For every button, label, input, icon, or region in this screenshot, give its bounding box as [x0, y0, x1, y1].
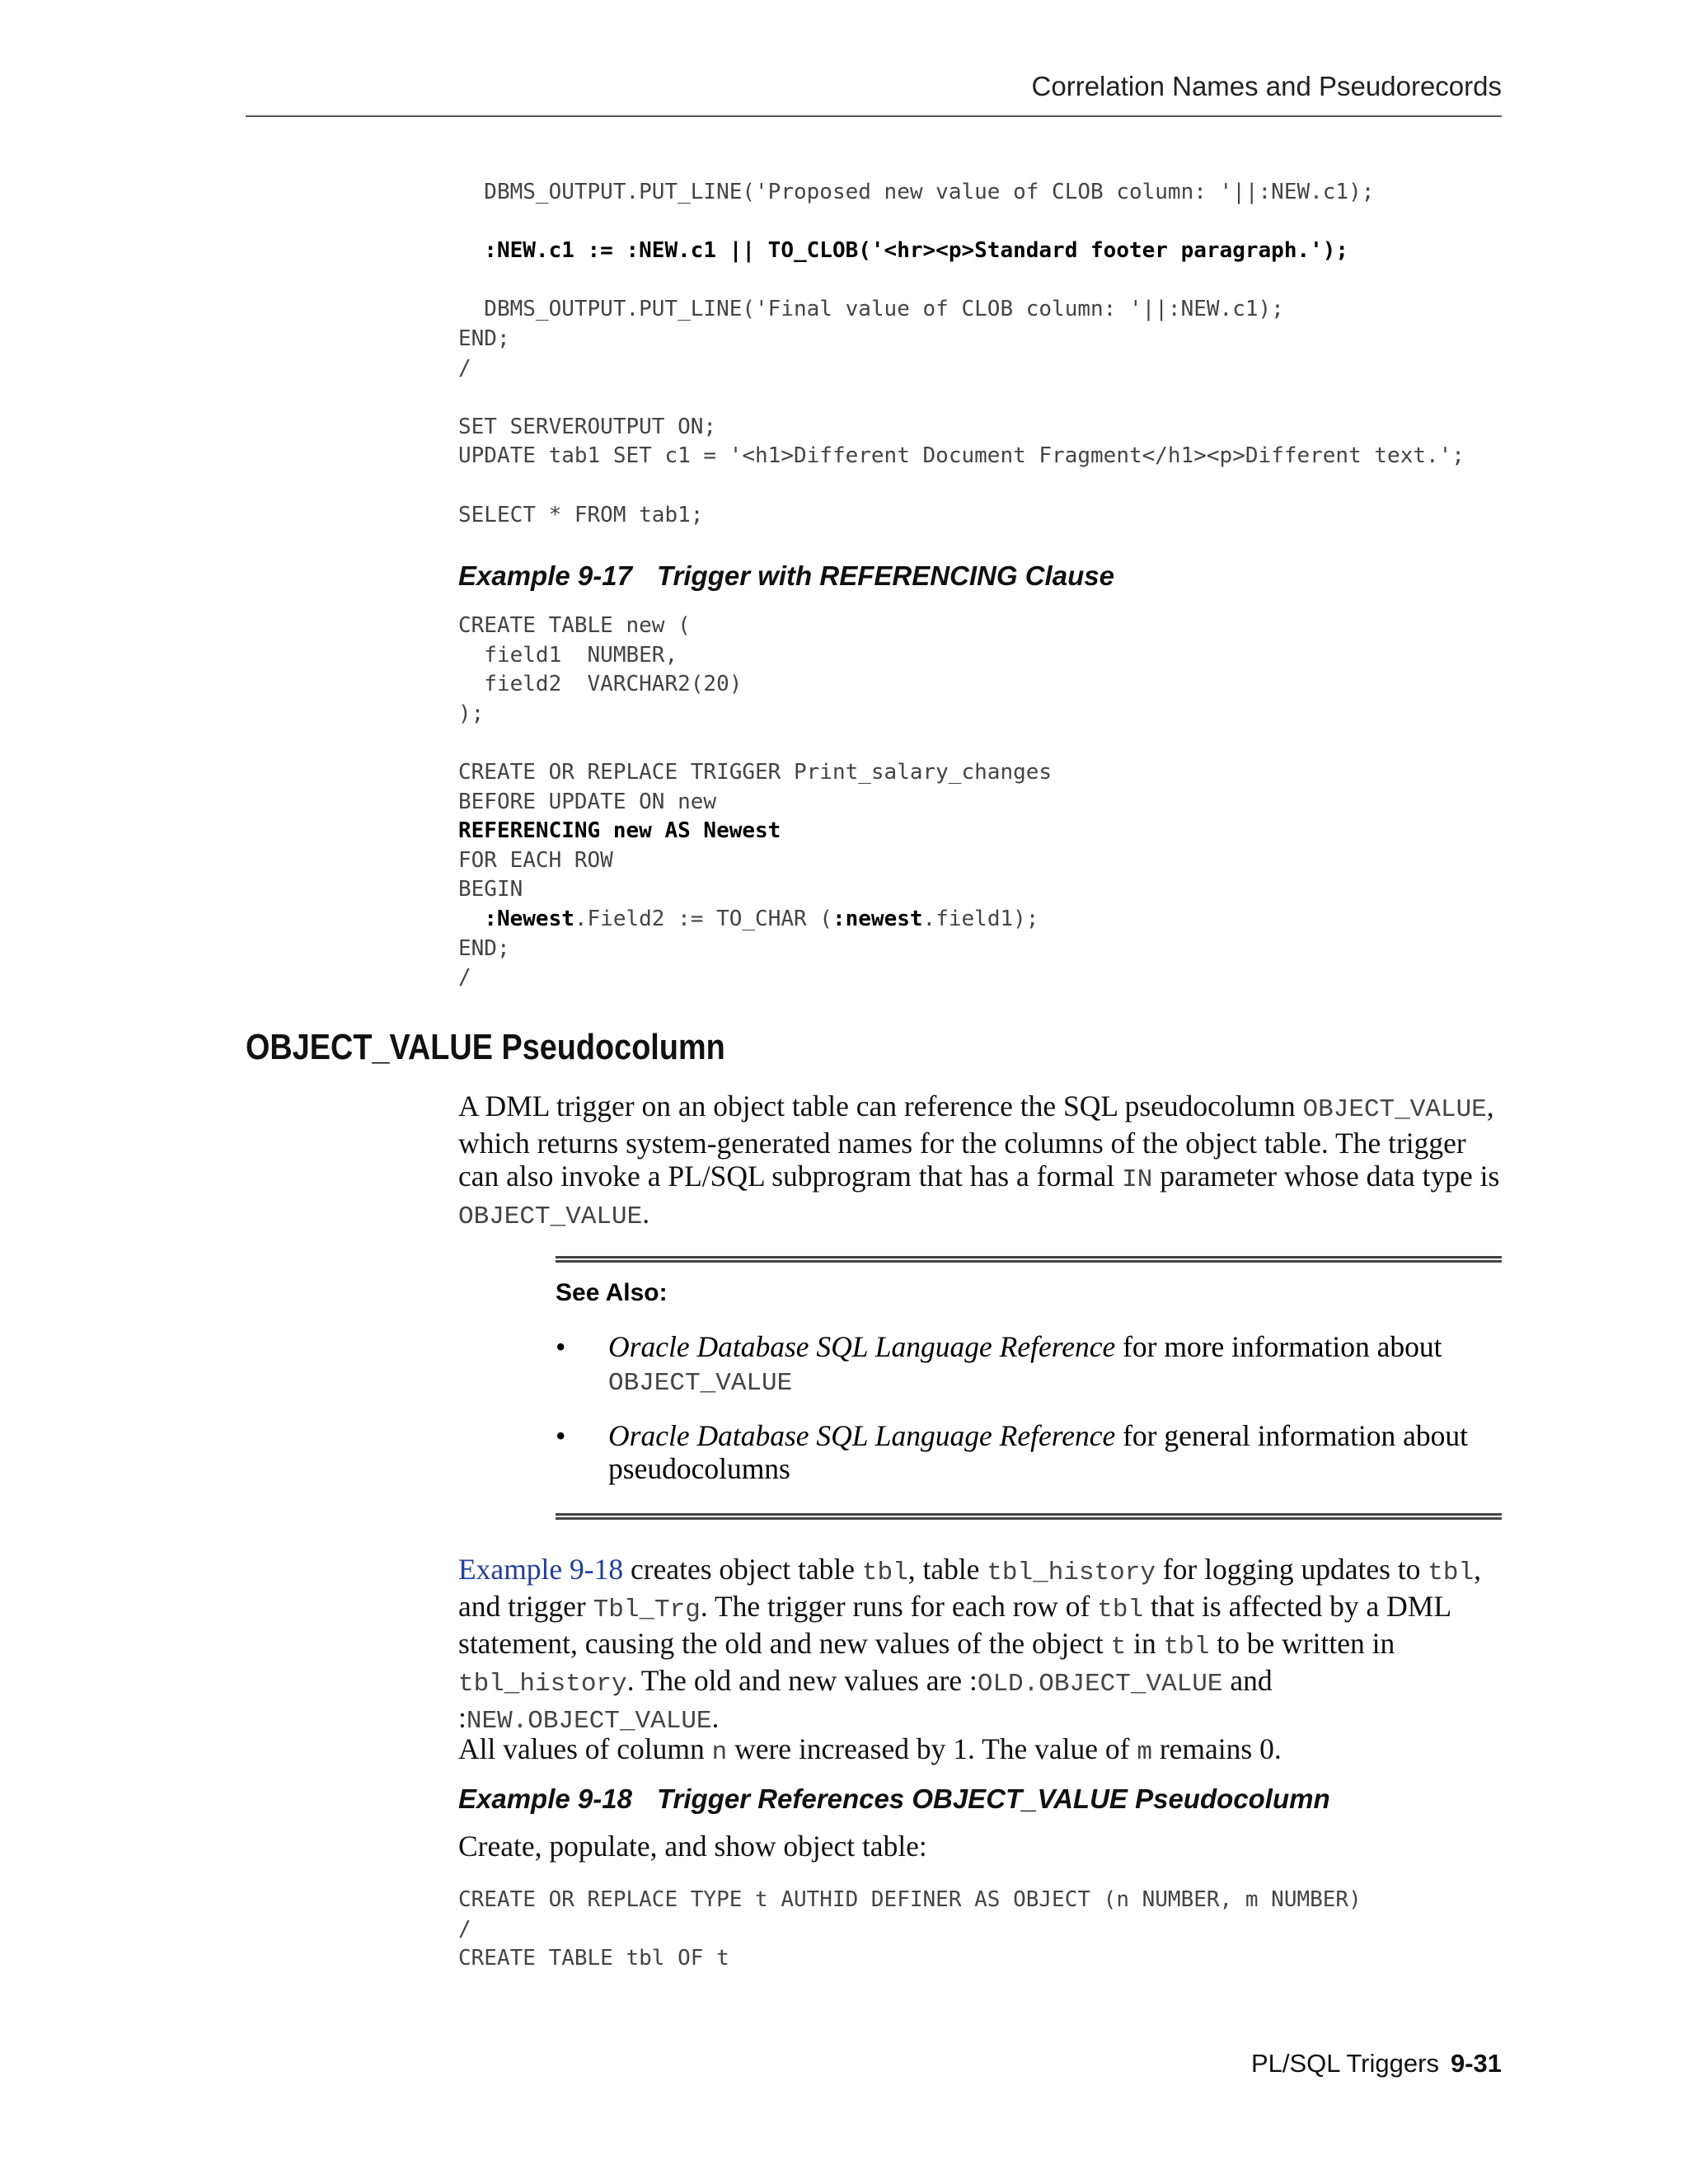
- page-number: 9-31: [1450, 2049, 1502, 2078]
- section-heading: OBJECT_VALUE Pseudocolumn: [246, 1027, 725, 1067]
- code-fragment: .field1);: [922, 906, 1039, 931]
- text: for logging updates to: [1155, 1553, 1428, 1586]
- code-block-clob-trigger: [458, 178, 1465, 530]
- inline-code: tbl_history: [987, 1558, 1156, 1587]
- inline-code: t: [1110, 1633, 1127, 1661]
- values-paragraph: [458, 1732, 1505, 1769]
- code-line: CREATE TABLE new (: [458, 613, 691, 638]
- text: creates object table: [623, 1553, 862, 1586]
- code-line: SET SERVEROUTPUT ON;: [458, 414, 717, 439]
- inline-code: OBJECT_VALUE: [458, 1202, 643, 1231]
- code-bold-newest-lower: :newest: [832, 906, 923, 931]
- inline-code: Tbl_Trg: [593, 1596, 701, 1624]
- inline-code: NEW.OBJECT_VALUE: [466, 1707, 712, 1736]
- code-fragment: .Field2 := TO_CHAR (: [574, 906, 832, 931]
- example-caption: Trigger with REFERENCING Clause: [656, 560, 1114, 591]
- inline-code: IN: [1122, 1165, 1153, 1194]
- code-line: UPDATE tab1 SET c1 = '<h1>Different Document Fragment</h1><p>Different text.';: [458, 443, 1465, 469]
- header-rule: [246, 115, 1502, 117]
- code-block-object-table: [458, 1886, 1362, 1974]
- code-line: /: [458, 355, 471, 381]
- code-line-bold: :NEW.c1 := :NEW.c1 || TO_CLOB('<hr><p>Standard footer paragraph.');: [458, 238, 1349, 264]
- code-line: /: [458, 1916, 471, 1942]
- code-line: CREATE TABLE tbl OF t: [458, 1946, 729, 1971]
- code-line: BEGIN: [458, 877, 523, 902]
- text: .: [711, 1701, 720, 1734]
- page-footer: [1251, 2049, 1502, 2079]
- code-line: );: [458, 701, 485, 726]
- example-9-18-title: [458, 1783, 1330, 1815]
- code-line: END;: [458, 935, 510, 961]
- text: remains 0.: [1151, 1732, 1282, 1765]
- inline-code: tbl: [861, 1558, 908, 1587]
- inline-code: tbl: [1163, 1633, 1210, 1661]
- inline-code: OBJECT_VALUE: [1302, 1095, 1487, 1124]
- example-9-18-link[interactable]: Example 9-18: [458, 1553, 624, 1586]
- code-line: DBMS_OUTPUT.PUT_LINE('Proposed new value of CLOB column: '||:NEW.c1);: [458, 180, 1375, 204]
- note-top-rule: [556, 1256, 1502, 1263]
- inline-code: m: [1137, 1738, 1152, 1767]
- text: for general information about pseudocolumns: [608, 1419, 1469, 1485]
- code-line: FOR EACH ROW: [458, 847, 613, 873]
- see-also-item: [556, 1419, 1482, 1485]
- inline-code: tbl_history: [458, 1670, 627, 1699]
- text: parameter whose data type is: [1152, 1160, 1500, 1193]
- example-9-17-title: [458, 560, 1114, 592]
- text: to be written in: [1209, 1627, 1395, 1660]
- code-line: END;: [458, 326, 510, 351]
- text: . The old and new values are :: [626, 1664, 978, 1697]
- text: , and trigger: [458, 1553, 1481, 1623]
- object-value-intro-paragraph: [458, 1090, 1505, 1234]
- code-line: CREATE OR REPLACE TRIGGER Print_salary_changes: [458, 759, 1053, 785]
- inline-code: tbl: [1097, 1596, 1144, 1624]
- text: , which returns system-generated names for the columns of the object table. The trigger can also invoke a PL/SQL subprogram that has a formal: [458, 1090, 1494, 1193]
- running-header-title: Correlation Names and Pseudorecords: [1031, 71, 1502, 101]
- text: . The trigger runs for each row of: [700, 1590, 1098, 1623]
- text: A DML trigger on an object table can reference the SQL pseudocolumn: [458, 1090, 1303, 1122]
- example-caption: Trigger References OBJECT_VALUE Pseudocolumn: [656, 1783, 1330, 1814]
- see-also-note: [556, 1256, 1502, 1520]
- text: and :: [458, 1664, 1273, 1734]
- bullet-icon: •: [556, 1419, 566, 1452]
- note-title: See Also:: [556, 1279, 668, 1306]
- inline-code: OLD.OBJECT_VALUE: [977, 1670, 1223, 1699]
- inline-code: OBJECT_VALUE: [608, 1369, 793, 1398]
- text: .: [642, 1197, 650, 1230]
- see-also-item: [556, 1330, 1482, 1400]
- code-line: CREATE OR REPLACE TYPE t AUTHID DEFINER AS OBJECT (n NUMBER, m NUMBER): [458, 1887, 1362, 1912]
- note-bottom-rule: [556, 1513, 1502, 1520]
- code-bold-newest: :Newest: [484, 906, 574, 931]
- text: in: [1126, 1627, 1164, 1660]
- code-line: SELECT * FROM tab1;: [458, 502, 704, 527]
- footer-chapter: PL/SQL Triggers: [1250, 2049, 1439, 2078]
- text: for more information about: [1115, 1330, 1442, 1363]
- text: , table: [907, 1553, 987, 1586]
- example-number: Example 9-18: [458, 1783, 632, 1814]
- example-description-paragraph: [458, 1553, 1505, 1738]
- create-populate-paragraph: Create, populate, and show object table:: [458, 1830, 927, 1863]
- text: All values of column: [458, 1732, 712, 1765]
- text: that is affected by a DML statement, causing the old and new values of the object: [458, 1590, 1451, 1660]
- inline-code: tbl: [1428, 1558, 1475, 1587]
- inline-code: n: [711, 1738, 728, 1767]
- code-indent: [458, 907, 484, 931]
- code-block-referencing: [458, 612, 1052, 993]
- code-line: field2 VARCHAR2(20): [458, 672, 743, 697]
- book-reference: Oracle Database SQL Language Reference: [608, 1419, 1116, 1452]
- code-line: /: [458, 965, 471, 991]
- text: were increased by 1. The value of: [727, 1732, 1137, 1765]
- book-reference: Oracle Database SQL Language Reference: [608, 1330, 1116, 1363]
- code-line: BEFORE UPDATE ON new: [458, 789, 717, 814]
- code-line-bold: REFERENCING new AS Newest: [458, 818, 781, 844]
- code-line: DBMS_OUTPUT.PUT_LINE('Final value of CLOB column: '||:NEW.c1);: [458, 297, 1284, 322]
- code-line: field1 NUMBER,: [458, 642, 678, 668]
- example-number: Example 9-17: [458, 560, 632, 591]
- bullet-icon: •: [556, 1330, 566, 1363]
